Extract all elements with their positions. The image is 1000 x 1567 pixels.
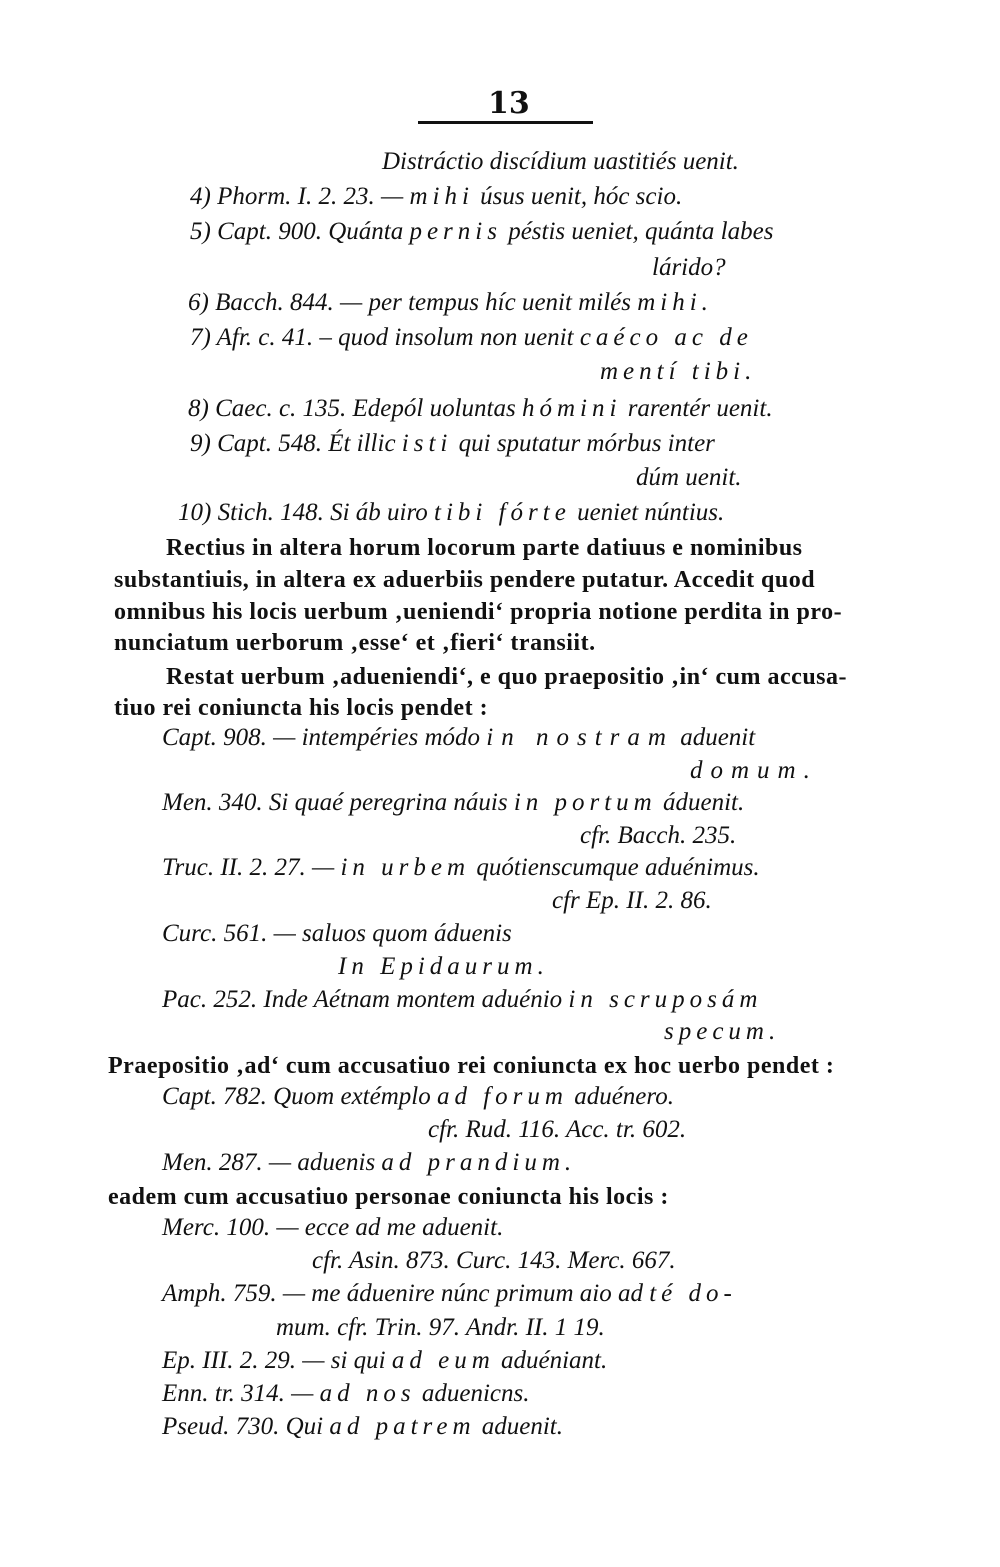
citation-line	[162, 1147, 576, 1179]
cross-reference: cfr Ep. II. 2. 86.	[552, 887, 712, 914]
body-text: Rectius in altera horum locorum parte datiuus e nominibus	[166, 535, 803, 561]
citation-text: aduéniant.	[494, 1347, 608, 1374]
spaced-text: isti	[401, 430, 453, 457]
citation-text: ueniet núntius.	[570, 499, 725, 526]
citation-text: péstis ueniet, quánta labes	[501, 218, 774, 245]
spaced-text: ad eum	[391, 1347, 495, 1374]
citation-line	[162, 787, 744, 819]
citation-text: aduenicns.	[415, 1380, 530, 1407]
citation-ref: 4) Phorm. I. 2. 23. —	[190, 183, 410, 210]
body-text-line: omnibus his locis uerbum ‚ueniendi‘ propria notione perdita in pro-	[114, 599, 843, 625]
citation-text: úsus uenit, hóc scio.	[473, 183, 683, 210]
cross-reference: cfr. Rud. 116. Acc. tr. 602.	[428, 1116, 687, 1143]
citation-text: aduénero.	[567, 1083, 674, 1110]
citation-text: 6) Bacch. 844. — per tempus híc uenit milés	[188, 289, 638, 316]
citation-text: Ep. III. 2. 29. — si qui	[162, 1347, 392, 1374]
body-text-line	[166, 532, 803, 564]
citation-text: Enn. tr. 314. —	[162, 1380, 320, 1407]
citation-text: Pseud. 730. Qui	[162, 1413, 330, 1440]
citation-text: aduenit	[673, 724, 756, 751]
citation-line	[162, 722, 755, 754]
cross-reference: cfr. Bacch. 235.	[580, 822, 737, 849]
spaced-text: tibi fórte	[434, 499, 571, 526]
citation-text: Amph. 759. — me áduenire núnc primum aio ad	[162, 1280, 650, 1307]
spaced-text: in nostram	[486, 724, 674, 751]
citation-line	[190, 322, 753, 354]
citation-continuation: domum.	[690, 757, 818, 784]
page-number: 13	[488, 86, 530, 121]
spaced-text: hómini	[521, 395, 622, 422]
body-text-line: tiuo rei coniuncta his locis pendet :	[114, 695, 489, 721]
spaced-text: ad forum	[436, 1083, 568, 1110]
body-text-line: Praepositio ‚ad‘ cum accusatiuo rei coniuncta ex hoc uerbo pendet :	[108, 1053, 835, 1079]
citation-continuation: In Epidaurum.	[338, 953, 549, 980]
citation-text: Men. 340. Si quaé peregrina náuis	[162, 789, 514, 816]
spaced-text: té do-	[649, 1280, 737, 1307]
citation-text: 8) Caec. c. 135. Edepól uoluntas	[188, 395, 522, 422]
citation-line	[162, 1278, 737, 1310]
body-text-line: eadem cum accusatiuo personae coniuncta his locis :	[108, 1184, 669, 1210]
citation-line	[162, 1345, 607, 1377]
citation-text: áduenit.	[656, 789, 745, 816]
citation-line	[162, 852, 760, 884]
citation-text: Capt. 782. Quom extémplo	[162, 1083, 437, 1110]
citation-text: Truc. II. 2. 27. —	[162, 854, 341, 881]
citation-line	[190, 181, 682, 213]
citation-line: Merc. 100. — ecce ad me aduenit.	[162, 1214, 504, 1241]
citation-continuation: dúm uenit.	[636, 464, 742, 491]
citation-line	[178, 497, 724, 529]
citation-text: quótienscumque aduénimus.	[470, 854, 760, 881]
citation-text: rarentér uenit.	[621, 395, 773, 422]
spaced-text: ad prandium.	[381, 1149, 577, 1176]
citation-continuation: mum. cfr. Trin. 97. Andr. II. 1 19.	[276, 1314, 605, 1341]
citation-text: aduenit.	[475, 1413, 564, 1440]
spaced-text: pernis	[409, 218, 502, 245]
citation-line	[190, 428, 715, 460]
cross-reference: cfr. Asin. 873. Curc. 143. Merc. 667.	[312, 1247, 676, 1274]
citation-line	[162, 1411, 563, 1443]
citation-text: 9) Capt. 548. Ét illic	[190, 430, 402, 457]
spaced-text: mihi.	[637, 289, 713, 316]
citation-text: qui sputatur mórbus inter	[452, 430, 715, 457]
spaced-text: in scruposám	[568, 986, 763, 1013]
citation-text: Pac. 252. Inde Aétnam montem aduénio	[162, 986, 569, 1013]
body-text-line: Restat uerbum ‚adueniendi‘, e quo praepositio ‚in‘ cum accusa-	[166, 664, 848, 690]
citation-line	[190, 216, 773, 248]
citation-text: Men. 287. — aduenis	[162, 1149, 382, 1176]
citation-line	[188, 393, 773, 425]
spaced-text: caéco ac de	[579, 324, 753, 351]
citation-text: 7) Afr. c. 41. – quod insolum non uenit	[190, 324, 580, 351]
header-rule	[418, 121, 593, 124]
citation-continuation: specum.	[664, 1018, 781, 1045]
citation-line	[162, 1081, 674, 1113]
spaced-text: mihi	[409, 183, 474, 210]
spaced-text: ad patrem	[329, 1413, 476, 1440]
citation-line: Curc. 561. — saluos quom áduenis	[162, 920, 512, 947]
citation-text: 10) Stich. 148. Si áb uiro	[178, 499, 435, 526]
citation-text: Capt. 908. — intempéries módo	[162, 724, 487, 751]
citation-ref: 5) Capt. 900. Quánta	[190, 218, 410, 245]
citation-line	[162, 984, 762, 1016]
citation-continuation: mentí tibi.	[600, 358, 757, 385]
citation-line	[188, 287, 713, 319]
body-text-line: substantiuis, in altera ex aduerbiis pendere putatur. Accedit quod	[114, 567, 816, 593]
verse-line: Distráctio discídium uastitiés uenit.	[382, 148, 739, 175]
citation-line	[162, 1378, 530, 1410]
spaced-text: in portum	[513, 789, 657, 816]
body-text-line: nunciatum uerborum ‚esse‘ et ‚fieri‘ transiit.	[114, 630, 596, 656]
citation-continuation: lárido?	[652, 254, 726, 281]
spaced-text: in urbem	[340, 854, 471, 881]
spaced-text: ad nos	[319, 1380, 416, 1407]
